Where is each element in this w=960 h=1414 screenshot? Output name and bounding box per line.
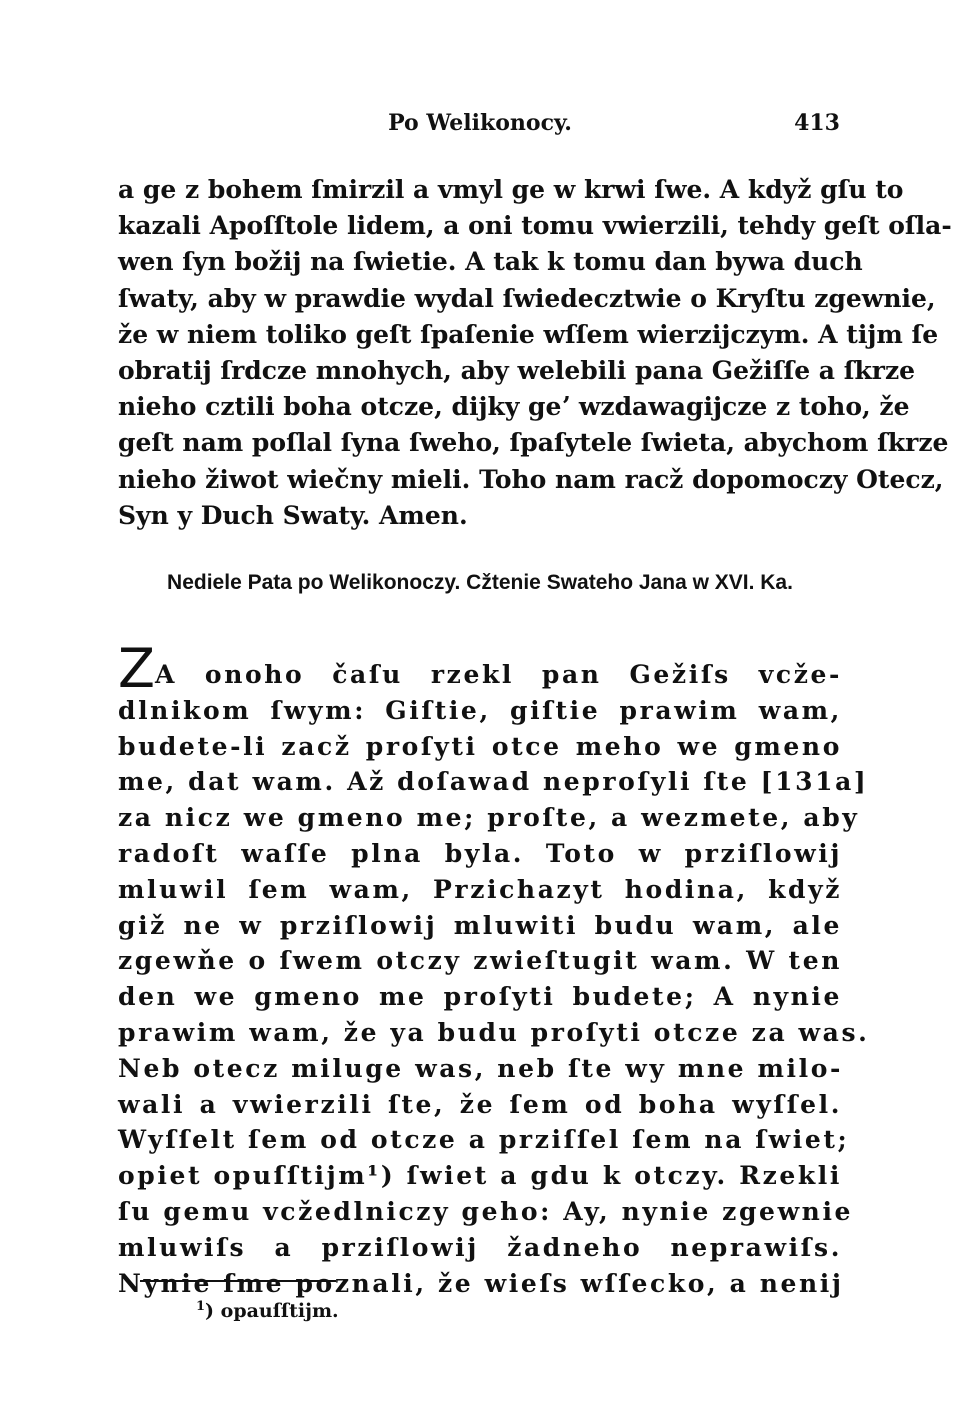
first-line-text: A onoho čaſu rzekl pan Gežiſs vcže- xyxy=(155,660,842,689)
text-line: nieho žiwot wiečny mieli. Toho nam racž dopomoczy Otecz, xyxy=(118,464,944,494)
text-line: geſt nam poſlal ſyna ſweho, ſpaſytele ſwieta, abychom ſkrze xyxy=(118,428,949,458)
text-line: Nynie ſme poznali, že wieſs wſſecko, a nenij xyxy=(118,1268,844,1298)
text-line: zgewňe o ſwem otczy zwieſtugit wam. W ten xyxy=(118,946,842,976)
text-line: obratij ſrdcze mnohych, aby welebili pana Gežiſſe a ſkrze xyxy=(118,356,916,386)
text-line: giž ne w prziſlowij mluwiti budu wam, ale xyxy=(118,910,842,940)
paragraph-continuation xyxy=(118,172,952,534)
text-line: Neb otecz miluge was, neb ſte wy mne milo- xyxy=(118,1053,843,1083)
gospel-reading xyxy=(118,637,870,1301)
text-line-first xyxy=(118,637,842,700)
text-line: mluwil ſem wam, Przichazyt hodina, když xyxy=(118,874,842,904)
text-line: kazali Apoſſtole lidem, a oni tomu vwierzili, tehdy geſt oſla- xyxy=(118,211,952,241)
footnote xyxy=(196,1294,339,1324)
text-line: ſwaty, aby w prawdie wydal ſwiedecztwie o Kryſtu zgewnie, xyxy=(118,283,936,313)
text-line: opiet opuſſtijm¹) ſwiet a gdu k otczy. Rzekli xyxy=(118,1161,842,1191)
footnote-mark: 1 xyxy=(196,1299,206,1314)
text-line: ſu gemu vcžedlniczy geho: Ay, nynie zgewnie xyxy=(118,1196,854,1226)
text-line: radoſt waſſe plna byla. Toto w prziſlowij xyxy=(118,838,842,868)
section-heading: Nediele Pata po Welikonoczy. Cžtenie Swateho Jana w XVI. Ka. xyxy=(167,571,793,594)
text-line: mluwiſs a prziſlowij žadneho neprawiſs. xyxy=(118,1232,842,1262)
text-line: prawim wam, že ya budu proſyti otcze za was. xyxy=(118,1017,870,1047)
drop-initial: Z xyxy=(118,637,155,700)
text-line: den we gmeno me proſyti budete; A nynie xyxy=(118,982,842,1012)
text-line: wen ſyn božij na ſwietie. A tak k tomu dan bywa duch xyxy=(118,247,863,277)
text-line: nieho cztili boha otcze, dijky geʼ wzdawagijcze z toho, že xyxy=(118,392,910,422)
running-head xyxy=(120,108,840,138)
text-line: dlnikom ſwym: Giſtie, giſtie prawim wam, xyxy=(118,695,842,725)
footnote-text: ) opauſſtijm. xyxy=(205,1300,339,1322)
text-line: za nicz we gmeno me; proſte, a wezmete, aby xyxy=(118,803,860,833)
text-line: budete-li zacž proſyti otce meho we gmeno xyxy=(118,731,842,761)
text-line: wali a vwierzili ſte, že ſem od boha wyſſel. xyxy=(118,1089,842,1119)
text-line: že w niem toliko geſt ſpaſenie wſſem wierzijczym. A tijm ſe xyxy=(118,319,939,349)
text-line: Syn y Duch Swaty. Amen. xyxy=(118,500,468,530)
text-line: Wyſſelt ſem od otcze a prziſſel ſem na ſwiet; xyxy=(118,1125,850,1155)
text-line: a ge z bohem ſmirzil a vmyl ge w krwi ſwe. A když gſu to xyxy=(118,175,904,204)
footnote-rule xyxy=(140,1280,336,1282)
page-number: 413 xyxy=(794,110,840,136)
text-line: me, dat wam. Až doſawad neproſyli ſte [131a] xyxy=(118,767,869,797)
running-title: Po Welikonocy. xyxy=(388,110,572,136)
